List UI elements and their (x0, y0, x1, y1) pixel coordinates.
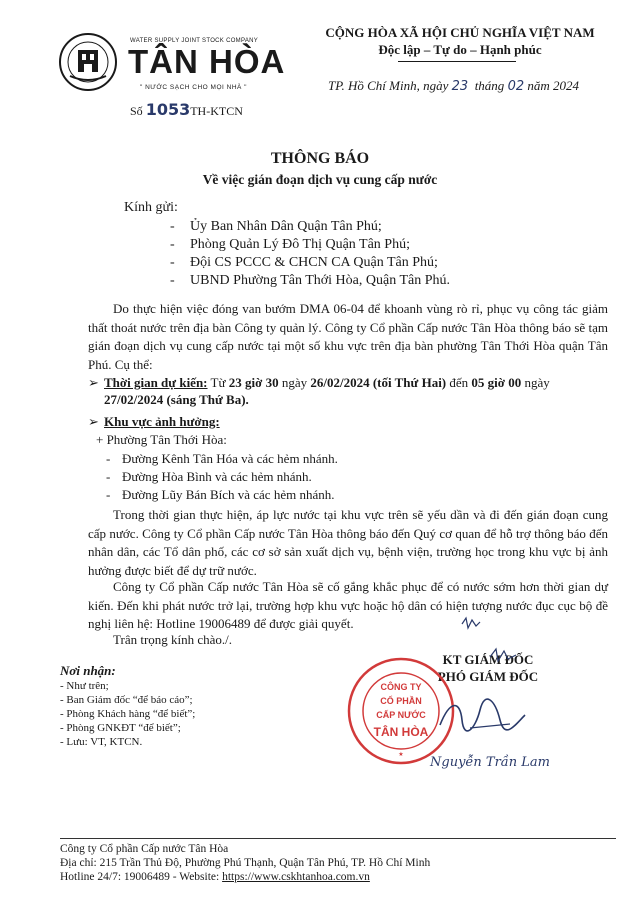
time-start-date: 26/02/2024 (tối Thứ Hai) (310, 375, 447, 390)
arrow-bullet-icon: ➢ (88, 414, 99, 429)
street-text: Đường Hòa Bình và các hẻm nhánh. (122, 469, 312, 484)
company-tagline: WATER SUPPLY JOINT STOCK COMPANY (130, 38, 259, 44)
closing-line: Trân trọng kính chào./. (113, 632, 233, 647)
area-label: Khu vực ảnh hưởng: (104, 414, 220, 429)
stamp-text-name: TÂN HÒA (373, 725, 429, 739)
receiver-item: - Phòng GNKĐT “để biết”; (60, 722, 181, 734)
dateline (328, 78, 579, 94)
recipient-text: UBND Phường Tân Thới Hòa, Quận Tân Phú. (190, 273, 450, 288)
impact-paragraph: Trong thời gian thực hiện, áp lực nước tại khu vực trên sẽ yếu dần và đi đến gián đoạn cung cấp nước. Công ty Cổ phần Cấp nước Tân Hòa thông báo đến Quý cơ quan để hỗ trợ thông báo đến nhân dân, các Tổ dân phố, các cơ sở sản xuất dịch vụ, bệnh viện, trường học trong khu vực bị ảnh hưởng được biết để dự trữ nước. (88, 507, 608, 578)
time-to: đến (449, 375, 469, 390)
stamp-text-top: CÔNG TY (380, 682, 422, 692)
greeting: Kính gửi: (124, 200, 178, 215)
stamp-text-mid1: CỔ PHẦN (380, 696, 422, 706)
time-start: 23 giờ 30 (228, 375, 279, 390)
docnum-prefix: Số (130, 104, 143, 118)
document-number (130, 100, 243, 119)
date-year: năm 2024 (527, 78, 579, 93)
republic-heading: CỘNG HÒA XÃ HỘI CHỦ NGHĨA VIỆT NAM (325, 25, 595, 40)
receiver-item: - Phòng Khách hàng “để biết”; (60, 708, 196, 720)
date-day: 23 (451, 79, 469, 94)
affected-area-heading (88, 414, 220, 430)
footer-address: Địa chỉ: 215 Trần Thủ Độ, Phường Phú Thạnh, Quận Tân Phú, TP. Hồ Chí Minh (60, 857, 431, 869)
time-end: 05 giờ 00 (471, 375, 522, 390)
recipient-item: - Ủy Ban Nhân Dân Quận Tân Phú; (170, 219, 382, 234)
signature-role-line1: KT GIÁM ĐỐC (442, 652, 534, 667)
footer-divider (60, 838, 616, 839)
motto-underline (398, 61, 516, 62)
footer-hotline: Hotline 24/7: 19006489 - Website: (60, 871, 220, 883)
recipient-text: Đội CS PCCC & CHCN CA Quận Tân Phú; (190, 255, 438, 270)
hotline-initial-mark-icon (460, 614, 482, 632)
handwritten-signature-icon (430, 690, 530, 740)
page-subtitle: Về việc gián đoạn dịch vụ cung cấp nước (202, 172, 438, 187)
recipient-item: - UBND Phường Tân Thới Hòa, Quận Tân Phú. (170, 273, 450, 288)
company-logo-icon (58, 32, 118, 92)
ward-name: + Phường Tân Thới Hòa: (96, 432, 227, 447)
date-month: 02 (507, 79, 525, 94)
time-estimate (88, 374, 613, 392)
intro-paragraph: Do thực hiện việc đóng van bướm DMA 06-04 để khoanh vùng rò rỉ, phục vụ công tác giảm thất thoát nước trên địa bàn Công ty quản lý. Công ty Cổ phần Cấp nước Tân Hòa thông báo sẽ tạm gián đoạn dịch vụ cung cấp nước tại một số khu vực trên địa bàn phường Tân Thới Hòa quận Tân Phú. Cụ thể: (88, 301, 608, 372)
time-end-date: 27/02/2024 (sáng Thứ Ba). (104, 392, 249, 407)
street-item: - Đường Kênh Tân Hóa và các hẻm nhánh. (106, 451, 338, 466)
street-text: Đường Kênh Tân Hóa và các hẻm nhánh. (122, 451, 338, 466)
footer-company: Công ty Cổ phần Cấp nước Tân Hòa (60, 843, 229, 855)
website-link[interactable]: https://www.cskhtanhoa.com.vn (222, 871, 370, 883)
receiver-item: - Lưu: VT, KTCN. (60, 736, 143, 748)
signer-name: Nguyễn Trần Lam (430, 755, 550, 770)
date-prefix: TP. Hồ Chí Minh, ngày (328, 78, 449, 93)
street-item: - Đường Lũy Bán Bích và các hẻm nhánh. (106, 487, 335, 502)
recipient-item: - Đội CS PCCC & CHCN CA Quận Tân Phú; (170, 255, 438, 270)
time-label: Thời gian dự kiến: (104, 375, 208, 390)
brand-name: TÂN HÒA (128, 43, 286, 80)
page-title: THÔNG BÁO (270, 150, 370, 167)
recipient-text: Ủy Ban Nhân Dân Quận Tân Phú; (190, 219, 382, 234)
recipient-item: - Phòng Quản Lý Đô Thị Quận Tân Phú; (170, 237, 410, 252)
date-month-label: tháng (474, 78, 505, 93)
receiver-item: - Như trên; (60, 680, 109, 692)
footer-contact (60, 870, 370, 884)
docnum-suffix: TH-KTCN (190, 104, 243, 118)
hotline-paragraph: Công ty Cổ phần Cấp nước Tân Hòa sẽ cố gắng khắc phục để có nước sớm hơn thời gian dự kiến. Đến khi phát nước trở lại, trường hợp khu vực hoặc hộ dân có hiện tượng nước đục cục bộ đề nghị liên hệ: Hotline 19006489 để được giải quyết. (88, 579, 608, 631)
time-from: Từ (210, 375, 226, 390)
recipient-text: Phòng Quản Lý Đô Thị Quận Tân Phú; (190, 237, 410, 252)
svg-text:★: ★ (398, 752, 404, 758)
receivers-title: Nơi nhận: (60, 663, 116, 678)
docnum-value: 1053 (145, 100, 191, 119)
arrow-bullet-icon: ➢ (88, 375, 99, 390)
time-end-day-word: ngày (524, 375, 550, 390)
receiver-item: - Ban Giám đốc “để báo cáo”; (60, 694, 193, 706)
slogan: " NƯỚC SẠCH CHO MỌI NHÀ " (140, 84, 247, 91)
initial-mark-icon (488, 645, 518, 667)
stamp-text-mid2: CẤP NƯỚC (376, 710, 426, 720)
signature-role-line2: PHÓ GIÁM ĐỐC (437, 669, 539, 684)
time-day-word: ngày (281, 375, 308, 390)
street-text: Đường Lũy Bán Bích và các hẻm nhánh. (122, 487, 335, 502)
street-item: - Đường Hòa Bình và các hẻm nhánh. (106, 469, 312, 484)
national-motto: Độc lập – Tự do – Hạnh phúc (378, 42, 542, 57)
